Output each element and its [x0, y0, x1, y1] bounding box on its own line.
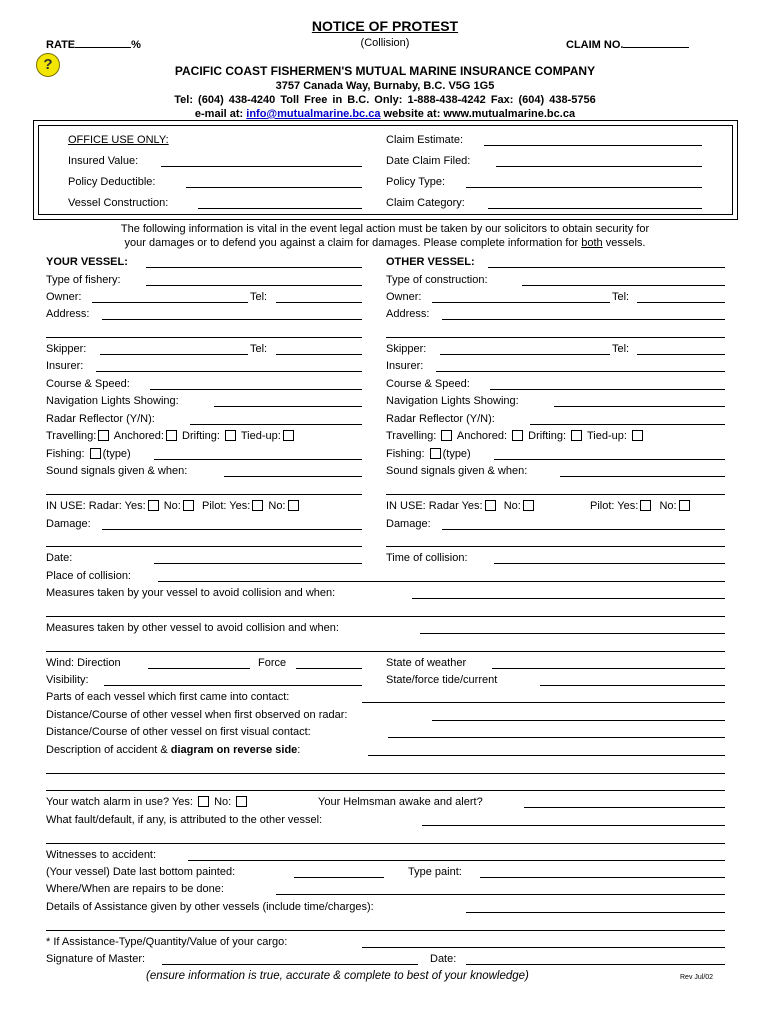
your-damage-label: Damage: [46, 518, 91, 530]
rate-field [46, 37, 141, 51]
assistance-input[interactable] [466, 912, 725, 913]
email-label: e-mail at: [194, 108, 244, 120]
time-collision-label: Time of collision: [386, 552, 468, 564]
your-damage-input[interactable] [102, 529, 362, 530]
your-course-label: Course & Speed: [46, 378, 130, 390]
witnesses-label: Witnesses to accident: [46, 849, 157, 861]
intro-line-2c: vessels. [602, 237, 646, 249]
your-sound-input-2[interactable] [46, 494, 362, 495]
claim-label: CLAIM NO. [566, 39, 624, 51]
other-travelling-checkbox[interactable] [441, 430, 452, 441]
measures-yours-input-2[interactable] [46, 616, 725, 617]
type-paint-label: Type paint: [408, 866, 462, 878]
other-sound-input-2[interactable] [386, 494, 725, 495]
your-tiedup-label: Tied-up: [240, 430, 281, 442]
your-inuse-label: IN USE: Radar: Yes: [46, 500, 146, 512]
your-travelling-checkbox[interactable] [98, 430, 109, 441]
other-pilot-no-label: No: [659, 500, 677, 512]
helmsman-input[interactable] [524, 807, 725, 808]
your-sound-label: Sound signals given & when: [46, 465, 188, 477]
wind-direction-input[interactable] [148, 668, 250, 669]
your-fishing-input[interactable] [154, 459, 362, 460]
other-owner-label: Owner: [386, 291, 422, 303]
date-claim-filed-input[interactable] [496, 166, 702, 167]
other-vessel-heading: OTHER VESSEL: [386, 256, 475, 268]
fault-input-2[interactable] [46, 843, 725, 844]
other-vessel-input[interactable] [488, 267, 725, 268]
revision-label: Rev Jul/02 [680, 974, 714, 981]
rate-label: RATE [46, 39, 76, 51]
insured-value-label: Insured Value: [68, 155, 139, 167]
policy-type-label: Policy Type: [386, 176, 446, 188]
watch-yes-checkbox[interactable] [198, 796, 209, 807]
other-fishing-row [386, 448, 471, 460]
other-radar-no-checkbox[interactable] [523, 500, 534, 511]
distance-visual-input[interactable] [388, 737, 725, 738]
other-tiedup-checkbox[interactable] [632, 430, 643, 441]
other-damage-label: Damage: [386, 518, 431, 530]
description-colon: : [297, 744, 301, 756]
force-label: Force [258, 657, 287, 669]
date-collision-input[interactable] [154, 563, 362, 564]
other-pilot-label: Pilot: Yes: [590, 500, 639, 512]
tide-label: State/force tide/current [386, 674, 498, 686]
your-inuse-row [46, 500, 301, 512]
your-radar-label: Radar Reflector (Y/N): [46, 413, 155, 425]
other-insurer-label: Insurer: [386, 360, 424, 372]
other-status-row [386, 430, 645, 442]
measures-other-label: Measures taken by other vessel to avoid collision and when: [46, 622, 339, 634]
other-tiedup-label: Tied-up: [586, 430, 627, 442]
signature-input[interactable] [162, 964, 418, 965]
other-pilot-row [590, 500, 692, 512]
sign-date-input[interactable] [466, 964, 725, 965]
website-text: website at: www.mutualmarine.bc.ca [383, 108, 576, 120]
visibility-input[interactable] [104, 685, 362, 686]
other-address-input[interactable] [442, 319, 725, 320]
other-pilot-no-checkbox[interactable] [679, 500, 690, 511]
your-status-row [46, 430, 296, 442]
your-pilot-no-label: No: [268, 500, 286, 512]
other-tel-label: Tel: [612, 291, 630, 303]
your-address-input-2[interactable] [46, 337, 362, 338]
claim-category-label: Claim Category: [386, 197, 465, 209]
other-travelling-label: Travelling: [386, 430, 437, 442]
watch-no-label: No: [214, 796, 232, 808]
watch-row [46, 796, 249, 808]
policy-deductible-input[interactable] [186, 187, 362, 188]
other-course-label: Course & Speed: [386, 378, 470, 390]
your-pilot-label: Pilot: Yes: [201, 500, 251, 512]
claim-estimate-input[interactable] [484, 145, 702, 146]
tide-input[interactable] [540, 685, 725, 686]
your-fishing-row [46, 448, 131, 460]
your-insurer-input[interactable] [96, 371, 362, 372]
force-input[interactable] [296, 668, 362, 669]
other-nav-input[interactable] [554, 406, 725, 407]
rate-suffix: % [131, 39, 141, 51]
your-pilot-no-checkbox[interactable] [288, 500, 299, 511]
other-anchored-checkbox[interactable] [512, 430, 523, 441]
intro-both: both [581, 237, 603, 249]
distance-radar-label: Distance/Course of other vessel when first observed on radar: [46, 709, 348, 721]
other-nav-label: Navigation Lights Showing: [386, 395, 519, 407]
repairs-input[interactable] [276, 894, 725, 895]
description-input[interactable] [368, 755, 725, 756]
your-anchored-checkbox[interactable] [166, 430, 177, 441]
assistance-label: Details of Assistance given by other vessels (include time/charges): [46, 901, 374, 913]
your-nav-label: Navigation Lights Showing: [46, 395, 179, 407]
other-drifting-checkbox[interactable] [571, 430, 582, 441]
place-collision-label: Place of collision: [46, 570, 131, 582]
claim-estimate-label: Claim Estimate: [386, 134, 464, 146]
your-type-input[interactable] [146, 285, 362, 286]
time-collision-input[interactable] [494, 563, 725, 564]
sign-date-label: Date: [430, 953, 457, 965]
your-drifting-label: Drifting: [182, 430, 220, 442]
wind-label: Wind: Direction [46, 657, 121, 669]
your-address-input[interactable] [102, 319, 362, 320]
your-fishing-label: Fishing: [46, 448, 85, 460]
watch-no-checkbox[interactable] [236, 796, 247, 807]
rate-input[interactable] [75, 37, 131, 48]
page-subtitle: (Collision) [360, 37, 410, 49]
company-phones: Tel: (604) 438-4240 Toll Free in B.C. Only: 1-888-438-4242 Fax: (604) 438-5756 [174, 94, 596, 106]
measures-yours-input[interactable] [412, 598, 725, 599]
other-type-input[interactable] [522, 285, 725, 286]
intro-line-2a: your damages or to defend you against a claim for damages. Please complete information for [124, 237, 582, 249]
other-skipper-tel-input[interactable] [637, 354, 725, 355]
your-tel-input[interactable] [276, 302, 362, 303]
other-owner-input[interactable] [432, 302, 610, 303]
question-mark-icon[interactable]: ? [36, 53, 60, 77]
parts-label: Parts of each vessel which first came into contact: [46, 691, 290, 703]
other-fishing-label: Fishing: [386, 448, 425, 460]
other-tel-input[interactable] [637, 302, 725, 303]
policy-type-input[interactable] [466, 187, 702, 188]
your-owner-label: Owner: [46, 291, 82, 303]
description-input-3[interactable] [46, 790, 725, 791]
your-vessel-heading: YOUR VESSEL: [46, 256, 128, 268]
other-course-input[interactable] [490, 389, 725, 390]
your-fishing-type: (type) [102, 448, 131, 460]
your-tel-label: Tel: [250, 291, 268, 303]
email-link[interactable]: info@mutualmarine.bc.ca [246, 108, 381, 120]
your-insurer-label: Insurer: [46, 360, 84, 372]
measures-other-input-2[interactable] [46, 651, 725, 652]
your-fishing-checkbox[interactable] [90, 448, 101, 459]
visibility-label: Visibility: [46, 674, 89, 686]
date-collision-label: Date: [46, 552, 73, 564]
other-address-input-2[interactable] [386, 337, 725, 338]
type-paint-input[interactable] [480, 877, 725, 878]
your-damage-input-2[interactable] [46, 546, 362, 547]
watch-label: Your watch alarm in use? Yes: [46, 796, 193, 808]
cargo-input[interactable] [362, 947, 725, 948]
other-fishing-checkbox[interactable] [430, 448, 441, 459]
your-drifting-checkbox[interactable] [225, 430, 236, 441]
vessel-construction-input[interactable] [198, 208, 362, 209]
other-skipper-input[interactable] [440, 354, 610, 355]
claim-field [566, 37, 689, 51]
intro-line-2 [0, 237, 770, 249]
other-drifting-label: Drifting: [528, 430, 567, 442]
weather-input[interactable] [492, 668, 725, 669]
other-sound-label: Sound signals given & when: [386, 465, 528, 477]
your-type-label: Type of fishery: [46, 274, 121, 286]
your-owner-input[interactable] [92, 302, 248, 303]
description-label [46, 744, 300, 756]
other-radar-label: Radar Reflector (Y/N): [386, 413, 495, 425]
other-radar-no-label: No: [503, 500, 521, 512]
other-inuse-label: IN USE: Radar Yes: [386, 500, 483, 512]
other-type-label: Type of construction: [386, 274, 488, 286]
measures-yours-label: Measures taken by your vessel to avoid collision and when: [46, 587, 336, 599]
other-skipper-label: Skipper: [386, 343, 427, 355]
your-radar-no-label: No: [163, 500, 181, 512]
bottom-painted-input[interactable] [294, 877, 384, 878]
your-course-input[interactable] [150, 389, 362, 390]
intro-line-1: The following information is vital in the event legal action must be taken by our solicitors to obtain security for [120, 223, 650, 235]
assistance-input-2[interactable] [46, 930, 725, 931]
company-name: PACIFIC COAST FISHERMEN'S MUTUAL MARINE INSURANCE COMPANY [174, 64, 596, 78]
helmsman-label: Your Helmsman awake and alert? [318, 796, 483, 808]
description-text: Description of accident & [46, 744, 171, 756]
other-pilot-yes-checkbox[interactable] [640, 500, 651, 511]
policy-deductible-label: Policy Deductible: [68, 176, 156, 188]
other-skipper-tel-label: Tel: [612, 343, 630, 355]
your-skipper-label: Skipper: [46, 343, 87, 355]
your-nav-input[interactable] [214, 406, 362, 407]
distance-visual-label: Distance/Course of other vessel on first visual contact: [46, 726, 311, 738]
your-radar-input[interactable] [190, 424, 362, 425]
date-claim-filed-label: Date Claim Filed: [386, 155, 471, 167]
bottom-painted-label: (Your vessel) Date last bottom painted: [46, 866, 236, 878]
other-fishing-input[interactable] [494, 459, 725, 460]
distance-radar-input[interactable] [432, 720, 725, 721]
your-skipper-tel-label: Tel: [250, 343, 268, 355]
your-anchored-label: Anchored: [113, 430, 164, 442]
other-radar-input[interactable] [530, 424, 725, 425]
company-contact [0, 108, 770, 120]
your-vessel-input[interactable] [146, 267, 362, 268]
parts-input[interactable] [362, 702, 725, 703]
cargo-label: * If Assistance-Type/Quantity/Value of your cargo: [46, 936, 288, 948]
other-sound-input[interactable] [560, 476, 725, 477]
signature-label: Signature of Master: [46, 953, 146, 965]
your-radar-yes-checkbox[interactable] [148, 500, 159, 511]
your-radar-no-checkbox[interactable] [183, 500, 194, 511]
insured-value-input[interactable] [161, 166, 362, 167]
footer-note: (ensure information is true, accurate & complete to best of your knowledge) [146, 970, 529, 982]
claim-input[interactable] [623, 37, 689, 48]
vessel-construction-label: Vessel Construction: [68, 197, 169, 209]
other-radar-yes-checkbox[interactable] [485, 500, 496, 511]
company-address: 3757 Canada Way, Burnaby, B.C. V5G 1G5 [275, 80, 495, 92]
other-fishing-type: (type) [442, 448, 471, 460]
weather-label: State of weather [386, 657, 467, 669]
description-input-2[interactable] [46, 773, 725, 774]
other-damage-input[interactable] [442, 529, 725, 530]
your-pilot-yes-checkbox[interactable] [252, 500, 263, 511]
your-address-label: Address: [46, 308, 90, 320]
other-damage-input-2[interactable] [386, 546, 725, 547]
your-tiedup-checkbox[interactable] [283, 430, 294, 441]
other-address-label: Address: [386, 308, 430, 320]
witnesses-input[interactable] [188, 860, 725, 861]
your-travelling-label: Travelling: [46, 430, 97, 442]
claim-category-input[interactable] [488, 208, 702, 209]
fault-label: What fault/default, if any, is attributed to the other vessel: [46, 814, 323, 826]
office-heading: OFFICE USE ONLY: [68, 134, 169, 146]
your-skipper-tel-input[interactable] [276, 354, 362, 355]
your-skipper-input[interactable] [100, 354, 248, 355]
place-collision-input[interactable] [158, 581, 725, 582]
other-insurer-input[interactable] [436, 371, 725, 372]
page-title: NOTICE OF PROTEST [311, 18, 459, 34]
other-inuse-row [386, 500, 536, 512]
your-sound-input[interactable] [224, 476, 362, 477]
other-anchored-label: Anchored: [456, 430, 508, 442]
measures-other-input[interactable] [420, 633, 725, 634]
diagram-text: diagram on reverse side [170, 744, 298, 756]
fault-input[interactable] [422, 825, 725, 826]
repairs-label: Where/When are repairs to be done: [46, 883, 224, 895]
